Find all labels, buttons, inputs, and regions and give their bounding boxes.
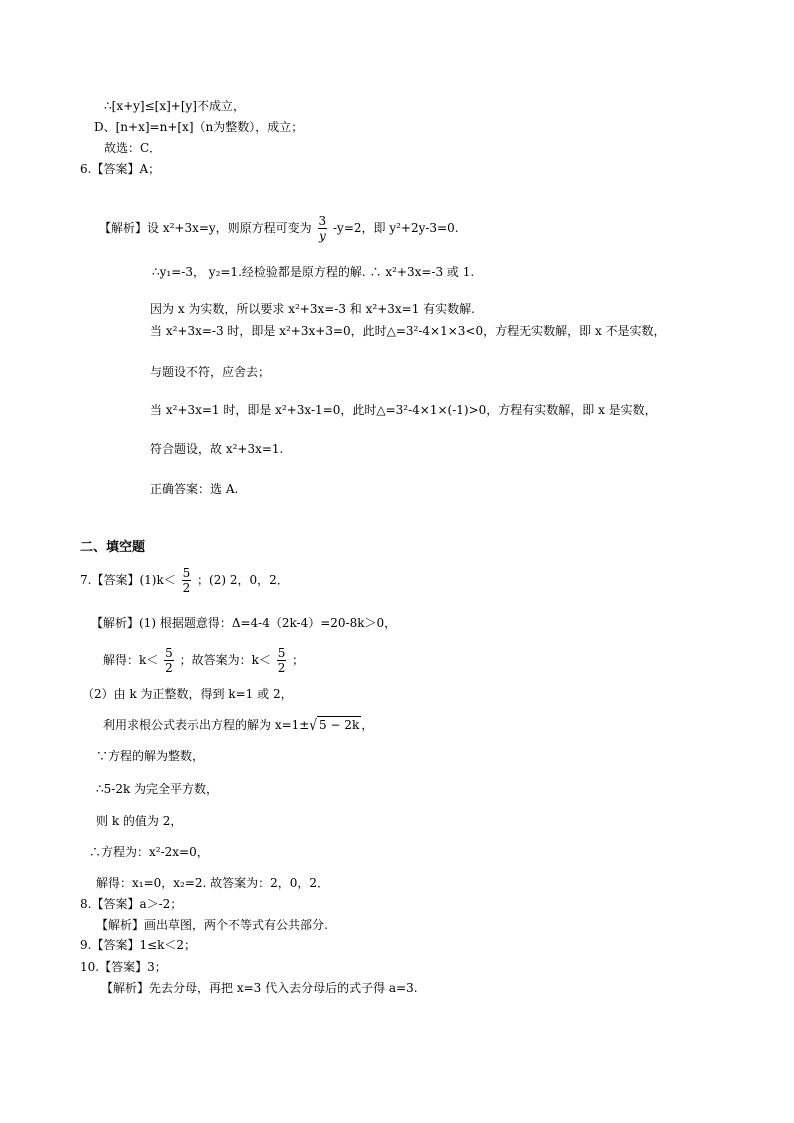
- denominator: y: [318, 229, 326, 243]
- text-line: 当 x²+3x=-3 时，即是 x²+3x+3=0，此时△=3²-4×1×3<0，方程无实数解，即 x 不是实数，: [150, 324, 666, 338]
- text-segment: 利用求根公式表示出方程的解为 x=1±: [103, 718, 310, 732]
- radicand: 5 − 2k: [318, 718, 360, 732]
- text-line: 故选：C．: [104, 141, 162, 155]
- denominator: 2: [165, 661, 173, 675]
- text-line: ∴5-2k 为完全平方数，: [96, 782, 219, 796]
- text-segment: ；(2) 2，0，2．: [197, 573, 289, 587]
- answer-9: 9.【答案】1≤k＜2；: [80, 938, 197, 952]
- analysis-8: 【解析】画出草图，两个不等式有公共部分.: [96, 918, 328, 932]
- analysis-10: 【解析】先去分母，再把 x=3 代入去分母后的式子得 a=3.: [101, 981, 418, 995]
- text-segment: -y=2，即 y²+2y-3=0.: [332, 221, 459, 235]
- fraction: [318, 215, 328, 242]
- text-segment: 解得：k＜: [103, 653, 159, 667]
- text-line: 则 k 的值为 2，: [96, 814, 183, 828]
- fraction: [164, 647, 174, 674]
- text-line: ∴y₁=-3， y₂=1.经检验都是原方程的解. ∴ x²+3x=-3 或 1.: [152, 265, 475, 279]
- fraction: [182, 567, 192, 594]
- radical-sign: √: [309, 716, 317, 734]
- analysis-7: 【解析】(1) 根据题意得：Δ=4-4（2k-4）=20-8k＞0，: [91, 616, 397, 630]
- numerator: 5: [182, 566, 191, 580]
- text-line: ∴方程为：x²-2x=0，: [89, 845, 209, 859]
- text-segment: 7.【答案】(1)k＜: [80, 573, 176, 587]
- text-line: （2）由 k 为正整数，得到 k=1 或 2，: [82, 687, 293, 701]
- text-line: ∵方程的解为整数，: [96, 749, 205, 763]
- fraction: [277, 647, 287, 674]
- text-line: 与题设不符，应舍去；: [150, 365, 271, 379]
- numerator: 5: [277, 646, 286, 660]
- section-heading: 二、填空题: [80, 540, 146, 555]
- numerator: 5: [165, 646, 173, 660]
- answer-6: 6.【答案】A；: [80, 162, 161, 176]
- text-segment: ，: [361, 718, 374, 732]
- text-line: 正确答案：选 A.: [150, 482, 239, 496]
- formula-line: [103, 714, 373, 736]
- text-line: D、[n+x]=n+[x]（n为整数），成立；: [94, 120, 304, 134]
- text-segment: ；: [292, 653, 305, 667]
- text-line: ∴[x+y]≤[x]+[y]不成立，: [104, 99, 245, 113]
- text-line: 解得：x₁=0，x₂=2. 故答案为：2，0，2．: [96, 876, 330, 890]
- denominator: 2: [277, 661, 286, 675]
- text-segment: ；故答案为：k＜: [179, 653, 271, 667]
- answer-7: [80, 564, 289, 596]
- text-line: 当 x²+3x=1 时，即是 x²+3x-1=0，此时△=3²-4×1×(-1)>0，方程有实数解，即 x 是实数，: [150, 403, 657, 417]
- answer-8: 8.【答案】a＞-2；: [80, 897, 183, 911]
- answer-10: 10.【答案】3；: [80, 960, 167, 974]
- text-line: 因为 x 为实数，所以要求 x²+3x=-3 和 x²+3x=1 有实数解.: [150, 302, 475, 316]
- denominator: 2: [182, 581, 191, 595]
- solve-line: [103, 644, 304, 676]
- text-segment: 【解析】设 x²+3x=y，则原方程可变为: [99, 221, 312, 235]
- text-line: 符合题设，故 x²+3x=1.: [150, 442, 284, 456]
- numerator: 3: [318, 214, 327, 228]
- analysis-6: [99, 212, 459, 244]
